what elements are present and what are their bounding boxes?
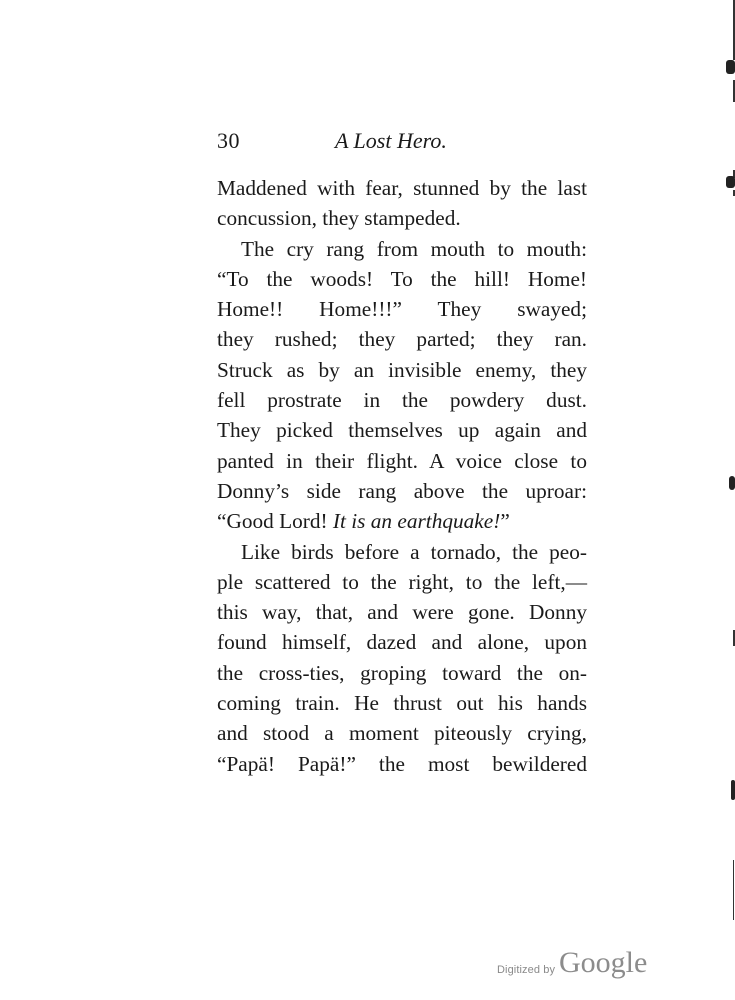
google-watermark [497, 948, 667, 986]
text-segment: and stood a moment piteously crying, [217, 721, 587, 746]
binding-mark [726, 60, 735, 74]
text-segment: “Good Lord! [217, 509, 333, 534]
text-line [217, 537, 587, 567]
binding-mark [729, 476, 735, 490]
text-segment: Maddened with fear, stunned by the last [217, 176, 587, 200]
text-segment: ” [500, 509, 510, 534]
text-segment: Home!! Home!!!” They swayed; [217, 297, 587, 322]
text-segment: ple scattered to the right, to the left,— [217, 569, 587, 594]
text-line [217, 294, 587, 324]
binding-rule [733, 860, 734, 920]
text-segment: found himself, dazed and alone, upon [217, 630, 587, 655]
text-line [217, 203, 587, 233]
text-segment: Struck as by an invisible enemy, they [217, 357, 587, 382]
body-text [217, 173, 587, 779]
text-segment: fell prostrate in the powdery dust. [217, 388, 587, 413]
text-segment: Donny’s side rang above the uproar: [217, 478, 587, 503]
text-segment: concussion, they stampeded. [217, 206, 461, 231]
text-line [217, 173, 587, 203]
binding-mark [726, 176, 735, 188]
text-segment: “Papä! Papä!” the most bewildered [217, 751, 587, 776]
italic-text: It is an earthquake! [332, 509, 501, 534]
text-line [217, 627, 587, 657]
text-line [217, 749, 587, 779]
watermark-prefix: Digitized by [497, 964, 556, 976]
text-segment: Like birds before a tornado, the peo- [241, 539, 587, 564]
text-segment: they rushed; they parted; they ran. [217, 327, 587, 352]
text-line [217, 567, 587, 597]
text-line [217, 446, 587, 476]
text-segment: panted in their flight. A voice close to [217, 448, 587, 473]
running-title: A Lost Hero. [335, 128, 447, 153]
binding-mark [731, 780, 735, 800]
text-segment: “To the woods! To the hill! Home! [217, 266, 587, 291]
text-segment: coming train. He thrust out his hands [217, 691, 587, 716]
running-head [217, 124, 587, 158]
text-line [217, 658, 587, 688]
text-line [217, 385, 587, 415]
text-line [217, 355, 587, 385]
binding-edge [713, 0, 735, 1000]
page-number: 30 [217, 128, 240, 153]
text-segment: They picked themselves up again and [217, 418, 587, 443]
text-line [217, 597, 587, 627]
text-line [217, 264, 587, 294]
text-segment: The cry rang from mouth to mouth: [241, 236, 587, 261]
text-line [217, 324, 587, 354]
google-logo: Google [559, 946, 648, 979]
text-line [217, 718, 587, 748]
text-segment: this way, that, and were gone. Donny [217, 600, 587, 625]
text-line [217, 234, 587, 264]
text-segment: the cross-ties, groping toward the on- [217, 660, 587, 685]
text-line [217, 415, 587, 445]
text-line [217, 506, 587, 536]
text-line [217, 688, 587, 718]
text-line [217, 476, 587, 506]
